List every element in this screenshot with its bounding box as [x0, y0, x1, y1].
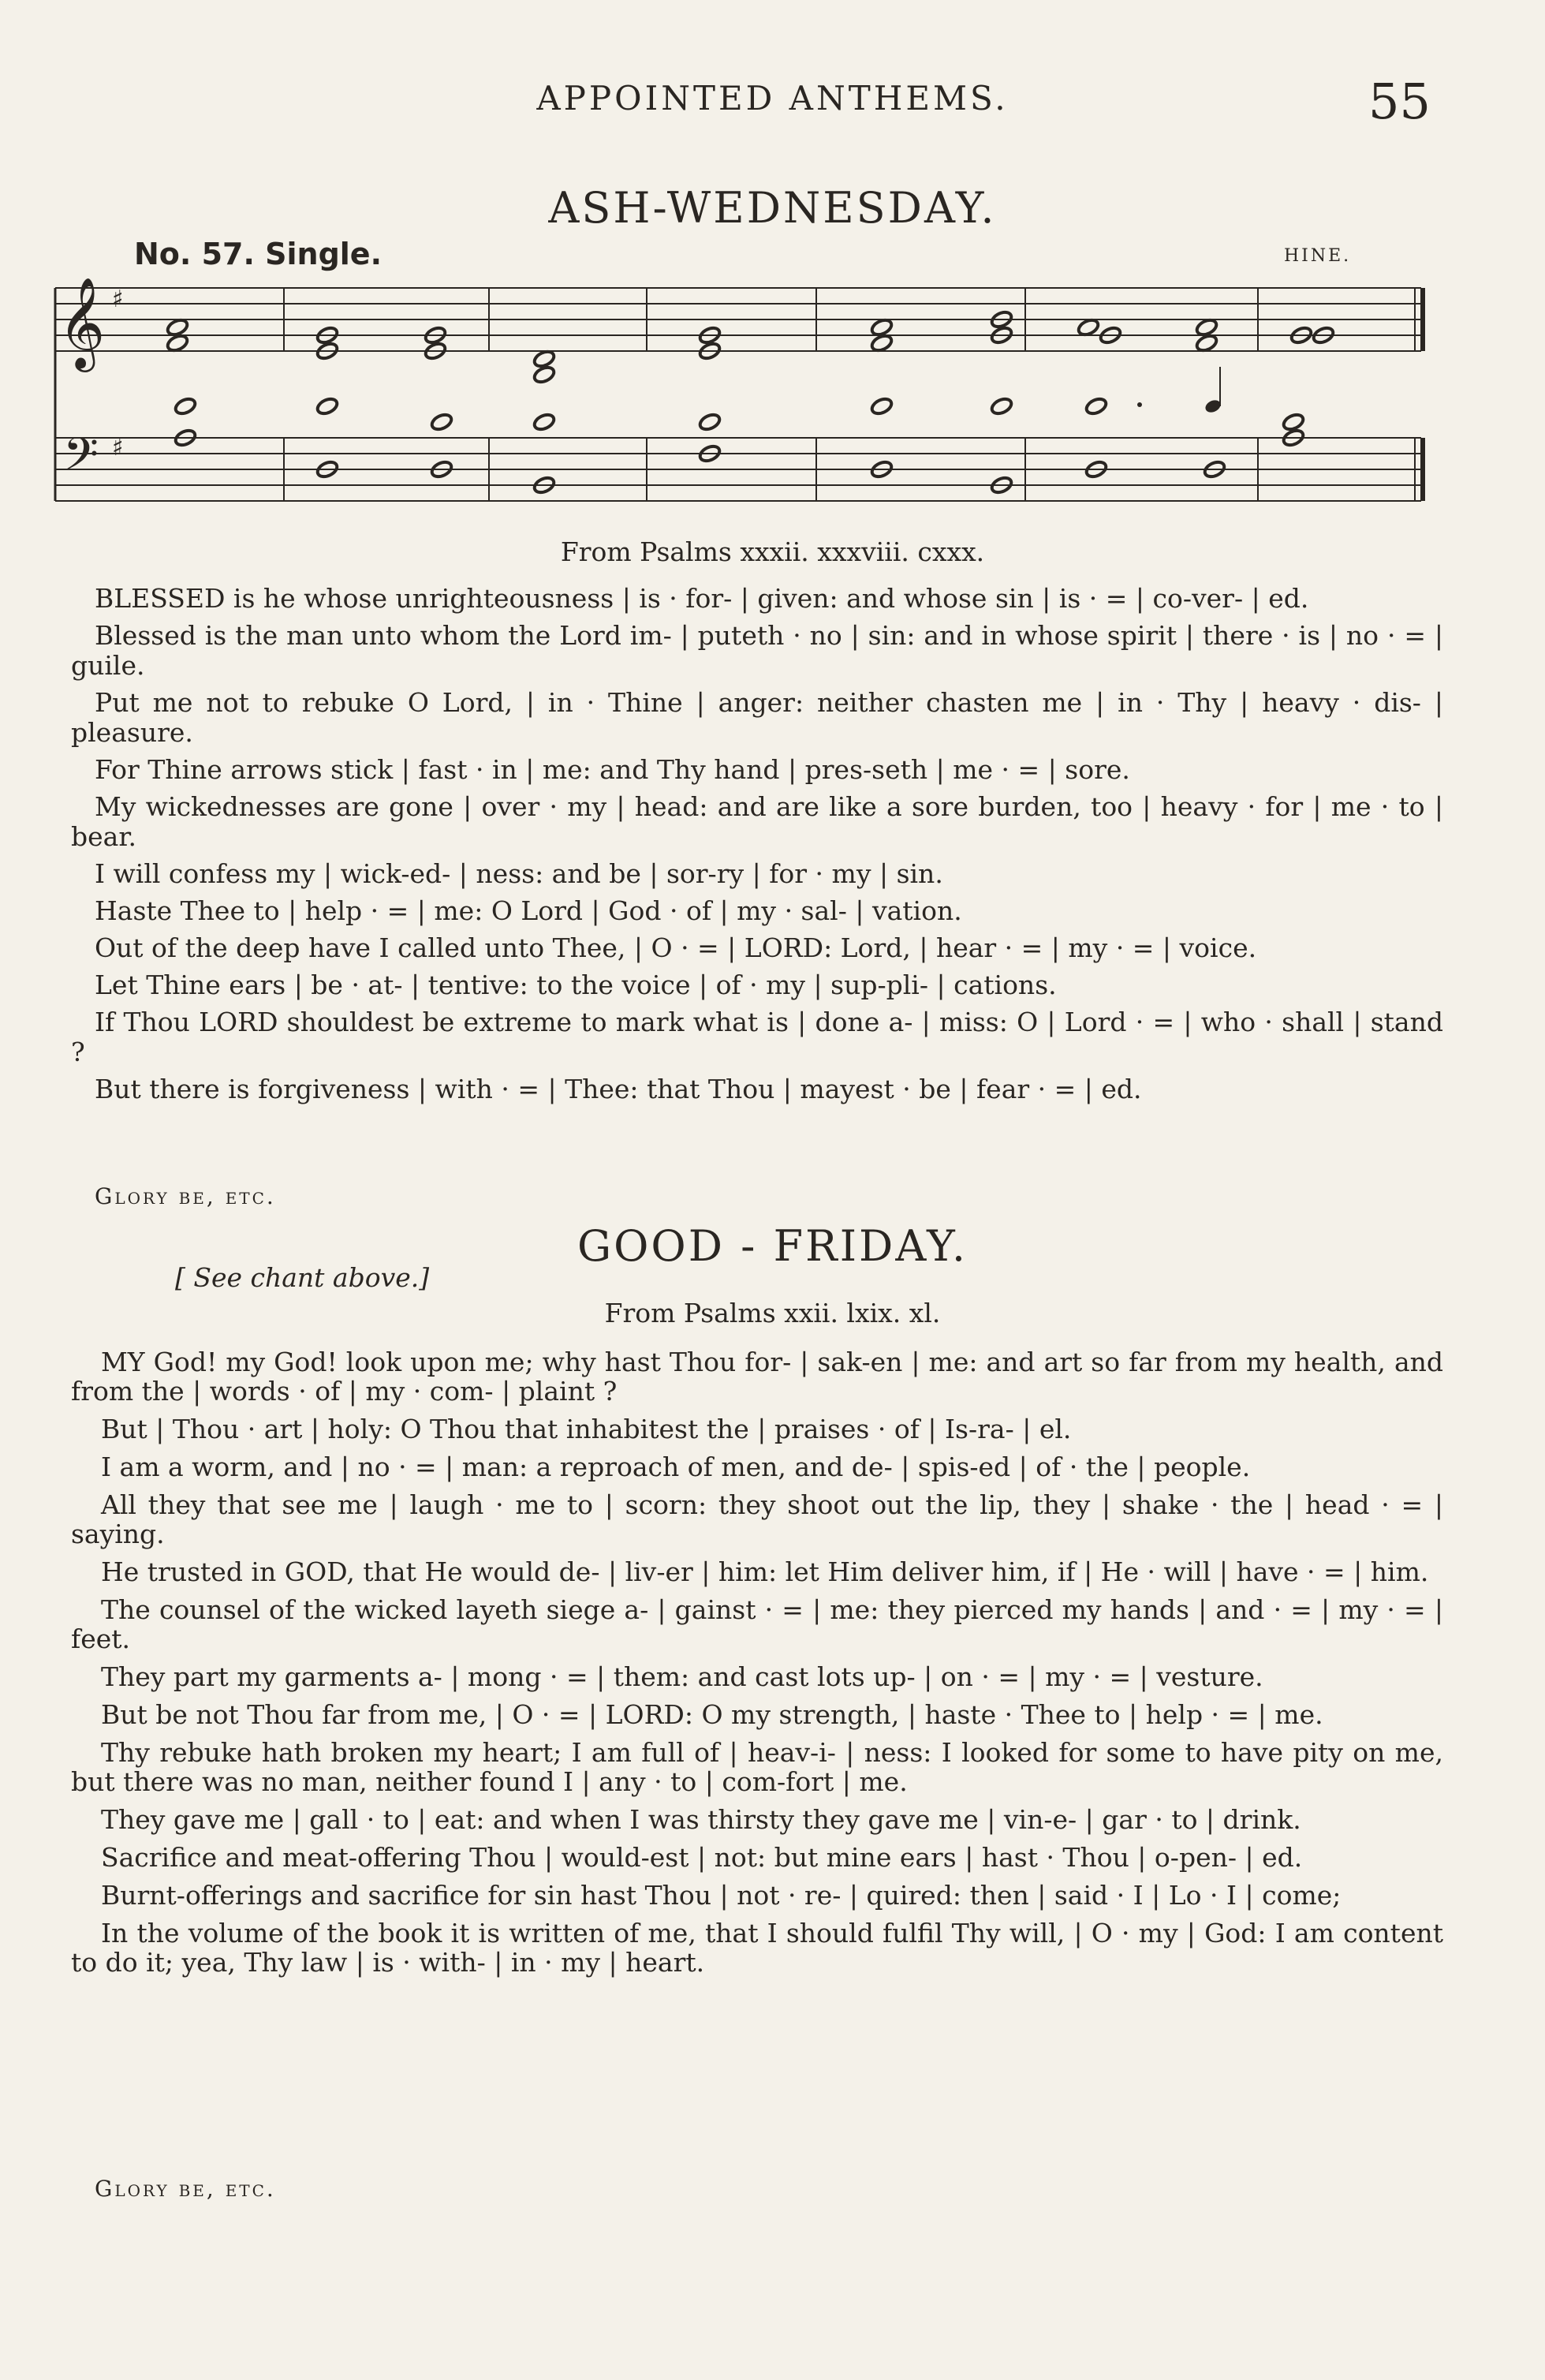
verse: Haste Thee to | help · = | me: O Lord | God · of | my · sal- | vation.	[95, 895, 962, 926]
ash-wednesday-title: ASH-WEDNESDAY.	[548, 183, 997, 233]
verse: Put me not to rebuke O Lord, | in · Thine | anger: neither chasten me | in · Thy | heavy · dis- | pleasure.	[71, 687, 1443, 748]
verse: Let Thine ears | be · at- | tentive: to the voice | of · my | sup-pli- | cations.	[95, 970, 1057, 1000]
verse: I am a worm, and | no · = | man: a reproach of men, and de- | spis-ed | of · the | people.	[101, 1452, 1251, 1482]
verse: My wickednesses are gone | over · my | head: and are like a sore burden, too | heavy · for | me · to | bear.	[71, 791, 1443, 852]
see-chant-note: [ See chant above.]	[175, 1262, 430, 1293]
verse: In the volume of the book it is written of me, that I should fulfil Thy will, | O · my | God: I am content to do it; yea, Thy law | is · with- | in · my | heart.	[71, 1918, 1443, 1978]
verse: For Thine arrows stick | fast · in | me: and Thy hand | pres-seth | me · = | sore.	[95, 754, 1130, 785]
verse: They gave me | gall · to | eat: and when I was thirsty they gave me | vin-e- | gar · to | drink.	[101, 1804, 1301, 1835]
good-friday-doxology: Glory be, etc.	[95, 2176, 276, 2202]
chant-score	[47, 272, 1451, 517]
verse: If Thou LORD shouldest be extreme to mark what is | done a- | miss: O | Lord · = | who · shall | stand ?	[71, 1007, 1443, 1067]
good-friday-source: From Psalms xxii. lxix. xl.	[604, 1298, 941, 1328]
verse: But be not Thou far from me, | O · = | LORD: O my strength, | haste · Thee to | help · = | me.	[101, 1699, 1323, 1730]
svg-text:𝄞: 𝄞	[58, 276, 106, 368]
composer: HINE.	[1284, 246, 1352, 266]
verse: MY God! my God! look upon me; why hast Thou for- | sak-en | me: and art so far from my health, and from the | words · of | my · com- | plaint ?	[71, 1347, 1443, 1407]
verse: Sacrifice and meat-offering Thou | would-est | not: but mine ears | hast · Thou | o-pen- | ed.	[101, 1842, 1303, 1873]
verse: BLESSED is he whose unrighteousness | is · for- | given: and whose sin | is · = | co-ver- | ed.	[95, 583, 1309, 614]
ash-wednesday-doxology: Glory be, etc.	[95, 1183, 276, 1209]
svg-text:♯: ♯	[112, 286, 124, 313]
good-friday-psalm	[71, 1347, 1443, 1986]
verse: Blessed is the man unto whom the Lord im- | puteth · no | sin: and in whose spirit | there · is | no · = | guile.	[71, 620, 1443, 681]
verse: Out of the deep have I called unto Thee, | O · = | LORD: Lord, | hear · = | my · = | voice.	[95, 932, 1257, 963]
verse: I will confess my | wick-ed- | ness: and be | sor-ry | for · my | sin.	[95, 858, 943, 889]
verse: All they that see me | laugh · me to | scorn: they shoot out the lip, they | shake · the | head · = | saying.	[71, 1489, 1443, 1549]
verse: Burnt-offerings and sacrifice for sin hast Thou | not · re- | quired: then | said · I | Lo · I | come;	[101, 1880, 1342, 1911]
verse: But | Thou · art | holy: O Thou that inhabitest the | praises · of | Is-ra- | el.	[101, 1414, 1072, 1444]
verse: But there is forgiveness | with · = | Thee: that Thou | mayest · be | fear · = | ed.	[95, 1074, 1142, 1104]
chant-label: No. 57. Single.	[134, 237, 383, 271]
verse: They part my garments a- | mong · = | them: and cast lots up- | on · = | my · = | vesture.	[101, 1661, 1263, 1692]
page-number: 55	[1368, 73, 1431, 130]
verse: The counsel of the wicked layeth siege a- | gainst · = | me: they pierced my hands | and · = | my · = | feet.	[71, 1594, 1443, 1654]
svg-text:♯: ♯	[112, 434, 124, 461]
ash-wednesday-psalm	[71, 584, 1443, 1112]
running-head: APPOINTED ANTHEMS.	[536, 79, 1009, 118]
ash-wednesday-source: From Psalms xxxii. xxxviii. cxxx.	[560, 536, 985, 567]
good-friday-title: GOOD - FRIDAY.	[577, 1221, 968, 1271]
svg-text:𝄢: 𝄢	[63, 428, 99, 492]
verse: Thy rebuke hath broken my heart; I am full of | heav-i- | ness: I looked for some to have pity on me, but there was no man, neither found I | any · to | com-fort | me.	[71, 1737, 1443, 1797]
verse: He trusted in GOD, that He would de- | liv-er | him: let Him deliver him, if | He · will | have · = | him.	[101, 1556, 1429, 1587]
